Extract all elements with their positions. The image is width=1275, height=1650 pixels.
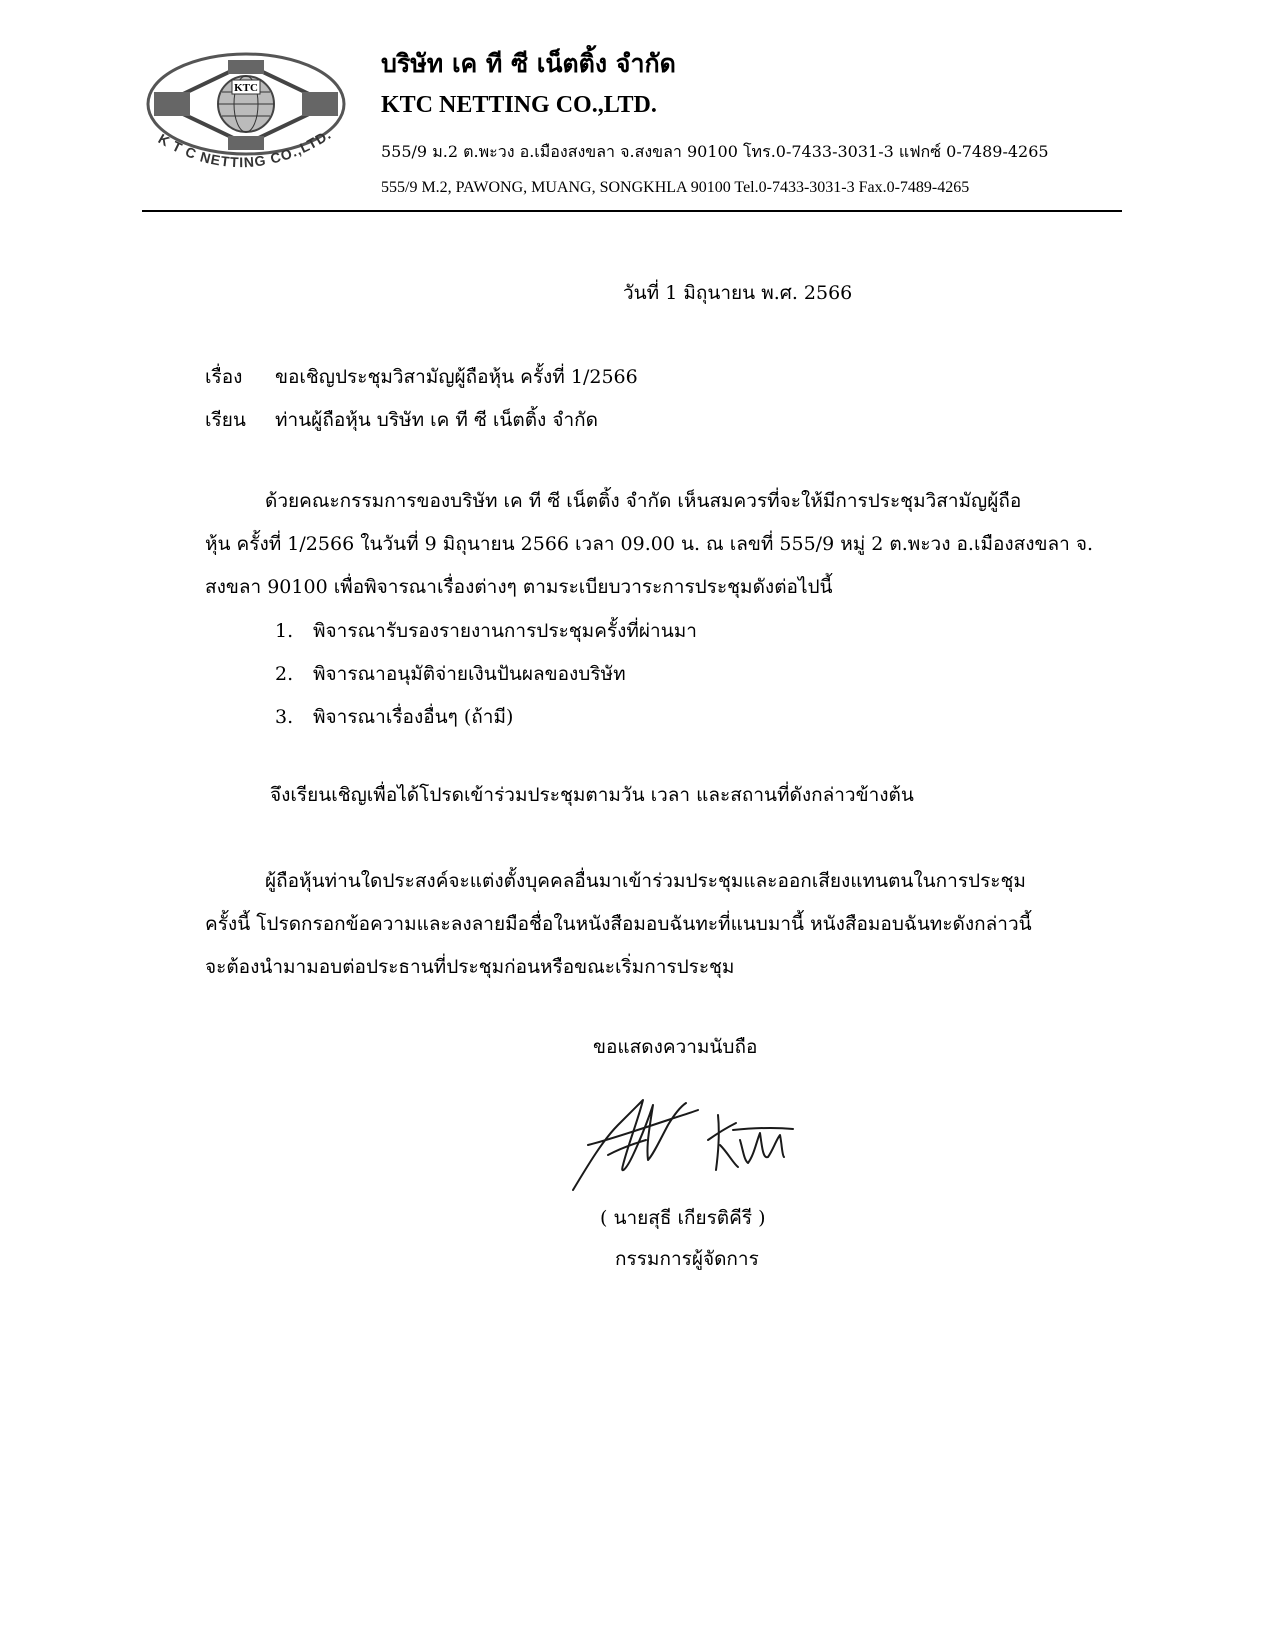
letterhead-divider: [142, 210, 1122, 212]
paragraph-line: ผู้ถือหุ้นท่านใดประสงค์จะแต่งตั้งบุคคลอื่นมาเข้าร่วมประชุมและออกเสียงแทนตนในการประชุม: [265, 870, 1026, 892]
company-name-thai: บริษัท เค ที ซี เน็ตติ้ง จำกัด: [381, 49, 676, 78]
agenda-number: 2.: [275, 663, 294, 685]
paragraph-line: หุ้น ครั้งที่ 1/2566 ในวันที่ 9 มิถุนายน 2566 เวลา 09.00 น. ณ เลขที่ 555/9 หมู่ 2 ต.พะวง อ.เมืองสงขลา จ.: [205, 533, 1094, 555]
paragraph-proxy-notice: [205, 860, 1085, 989]
signer-position: กรรมการผู้จัดการ: [615, 1248, 759, 1270]
company-logo: [142, 52, 354, 172]
agenda-text: พิจารณาอนุมัติจ่ายเงินปันผลของบริษัท: [313, 663, 626, 685]
company-logo-icon: [142, 52, 354, 172]
paragraph-line: จะต้องนำมามอบต่อประธานที่ประชุมก่อนหรือขณะเริ่มการประชุม: [205, 956, 735, 978]
signature-icon: [568, 1085, 808, 1195]
agenda-number: 1.: [275, 620, 294, 642]
logo-ring-text: K T C NETTING CO.,LTD.: [155, 125, 335, 171]
paragraph-line: สงขลา 90100 เพื่อพิจารณาเรื่องต่างๆ ตามระเบียบวาระการประชุมดังต่อไปนี้: [205, 576, 833, 598]
company-address-english: 555/9 M.2, PAWONG, MUANG, SONGKHLA 90100 Tel.0-7433-3031-3 Fax.0-7489-4265: [381, 179, 970, 196]
agenda-text: พิจารณาเรื่องอื่นๆ (ถ้ามี): [313, 706, 514, 728]
invitation-text: จึงเรียนเชิญเพื่อได้โปรดเข้าร่วมประชุมตามวัน เวลา และสถานที่ดังกล่าวข้างต้น: [270, 784, 914, 806]
company-name-english: KTC NETTING CO.,LTD.: [381, 92, 657, 118]
agenda-item: [275, 653, 697, 696]
subject-text: ขอเชิญประชุมวิสามัญผู้ถือหุ้น ครั้งที่ 1/2566: [275, 366, 638, 388]
handwritten-signature: [568, 1085, 808, 1195]
logo-badge-text: KTC: [234, 82, 258, 94]
recipient-text: ท่านผู้ถือหุ้น บริษัท เค ที ซี เน็ตติ้ง จำกัด: [275, 409, 598, 431]
agenda-item: [275, 696, 697, 739]
company-address-thai: 555/9 ม.2 ต.พะวง อ.เมืองสงขลา จ.สงขลา 90100 โทร.0-7433-3031-3 แฟกซ์ 0-7489-4265: [381, 142, 1049, 161]
paragraph-line: ด้วยคณะกรรมการของบริษัท เค ที ซี เน็ตติ้ง จำกัด เห็นสมควรที่จะให้มีการประชุมวิสามัญผู้ถือ: [265, 490, 1022, 512]
recipient-label: เรียน: [205, 409, 246, 431]
agenda-text: พิจารณารับรองรายงานการประชุมครั้งที่ผ่านมา: [313, 620, 697, 642]
letter-date: วันที่ 1 มิถุนายน พ.ศ. 2566: [623, 282, 853, 304]
closing-text: ขอแสดงความนับถือ: [593, 1036, 758, 1058]
subject-label: เรื่อง: [205, 366, 243, 388]
agenda-number: 3.: [275, 706, 294, 728]
agenda-item: [275, 610, 697, 653]
paragraph-meeting-notice: [205, 480, 1094, 609]
signer-name: ( นายสุธี เกียรติคีรี ): [600, 1207, 766, 1229]
paragraph-line: ครั้งนี้ โปรดกรอกข้อความและลงลายมือชื่อในหนังสือมอบฉันทะที่แนบมานี้ หนังสือมอบฉันทะดังกล่าวนี้: [205, 913, 1032, 935]
agenda-list: [275, 610, 697, 739]
